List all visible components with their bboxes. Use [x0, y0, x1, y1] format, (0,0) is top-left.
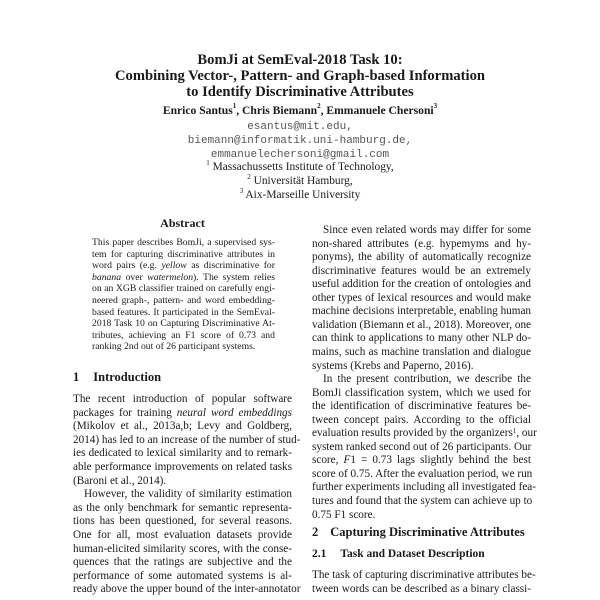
author-affil-mark: 2: [317, 102, 321, 110]
section-number: 1: [73, 370, 80, 384]
text-line: [312, 427, 537, 440]
authors: [0, 104, 600, 117]
affil-name: Universität Hamburg,: [250, 175, 353, 187]
section-title: Task and Dataset Description: [340, 548, 485, 560]
text-line: [312, 360, 531, 373]
text-line: [73, 502, 292, 515]
text-line: [312, 468, 531, 481]
text-line: [312, 414, 531, 427]
affil-mark: 3: [239, 187, 244, 195]
italic-text: banana: [92, 271, 122, 283]
text-run: word pairs (e.g.: [92, 260, 162, 272]
text-run: system ranked second out of 26 participants. Our: [312, 440, 532, 453]
section-number: 2: [312, 525, 319, 539]
subsection-heading-2-1: [312, 548, 485, 560]
text-line: [312, 481, 536, 494]
author-email[interactable]: biemann@informatik.uni-hamburg.de,: [187, 135, 413, 147]
text-line: [92, 341, 275, 352]
author-name: Emmanuele Chersoni: [326, 104, 434, 117]
text-run: ponyms), the ability of automatically recognize: [312, 251, 531, 264]
text-run: human-elicited similarity scores, with the conse-: [73, 542, 292, 555]
text-run: validation (Biemann et al., 2018). Moreover, one: [312, 318, 531, 331]
affil-mark: 1: [206, 159, 210, 167]
text-run: 1 = 0.73 lags slightly behind the best: [350, 454, 531, 467]
section-title: Introduction: [93, 370, 162, 384]
author-separator: ,: [236, 104, 243, 117]
text-line: [92, 283, 275, 294]
text-line: [73, 515, 292, 528]
text-line: [312, 509, 531, 522]
text-run: systems (Krebs and Paperno, 2016).: [312, 359, 474, 372]
author-separator: ,: [320, 104, 327, 117]
author-affil-mark: 1: [232, 102, 237, 110]
text-run: able performance improvements on related tasks: [73, 461, 292, 473]
text-line: [73, 420, 292, 433]
text-line: [92, 260, 275, 271]
paper-title-line-3: to Identify Discriminative Attributes: [186, 84, 414, 100]
text-run: neered graph-, pattern- and word embedding-: [92, 295, 275, 306]
text-run: over: [121, 271, 148, 283]
text-run: score of 0.75. After the evaluation period, we run: [312, 467, 533, 480]
text-line: [73, 570, 292, 583]
text-line: [312, 238, 531, 251]
text-run: The recent introduction of popular software: [73, 393, 292, 405]
text-line: [312, 305, 531, 318]
text-line: [92, 318, 275, 329]
text-line: [312, 454, 531, 467]
text-line: [92, 272, 275, 283]
text-run: (Baroni et al., 2014).: [73, 474, 167, 487]
author-name: Chris Biemann: [242, 104, 318, 117]
text-line: [312, 265, 531, 278]
affil-name: Aix-Marseille University: [243, 189, 361, 201]
text-line: [312, 387, 531, 400]
author-affil-mark: 3: [433, 102, 438, 110]
affiliation: [0, 175, 600, 187]
text-run: ). The system relies: [193, 271, 275, 283]
text-line: [312, 346, 531, 359]
author-email[interactable]: emmanuelechersoni@gmail.com: [210, 149, 390, 161]
text-run: One for all, most evaluation datasets provide: [73, 529, 292, 541]
section-heading-2: [312, 525, 525, 540]
text-run: (Mikolov et al., 2013a,b; Levy and Goldberg,: [73, 420, 292, 433]
affil-mark: 2: [247, 173, 251, 181]
text-line: [73, 529, 292, 542]
text-run: machine decisions interpretable, enabling human: [312, 305, 532, 318]
text-run: tem for capturing discriminative attributes in: [92, 248, 275, 260]
text-run: other types of lexical resources and would make: [312, 291, 531, 304]
text-run: , our: [516, 427, 537, 440]
italic-text: neural word embeddings: [176, 406, 292, 419]
text-line: [84, 488, 292, 501]
text-run: the identification of discriminative features be-: [312, 400, 531, 413]
text-line: [312, 400, 531, 413]
text-run: can think to applications to many other NLP do-: [312, 332, 531, 345]
text-run: BomJi classification system, which we used for: [312, 386, 531, 399]
text-run: non-shared attributes (e.g. hypemyms and hy-: [312, 237, 531, 250]
text-line: [92, 237, 275, 248]
text-line: [312, 251, 531, 264]
affil-name: Massachussetts Institute of Technology,: [209, 161, 394, 173]
section-number: 2.1: [312, 548, 327, 560]
text-line: [312, 292, 531, 305]
abstract-heading: Abstract: [160, 216, 205, 230]
text-run: tween words can be described as a binary classi-: [312, 582, 531, 595]
affiliation: [0, 189, 600, 201]
text-line: [323, 224, 531, 237]
text-line: [73, 583, 301, 596]
affiliation: [0, 161, 600, 173]
section-title: Capturing Discriminative Attributes: [330, 525, 525, 539]
text-run: Since even related words may differ for some: [323, 224, 531, 236]
author-name: Enrico Santus: [162, 104, 233, 117]
paper-title-line-2: Combining Vector-, Pattern- and Graph-based Information: [115, 68, 485, 84]
text-run: as discriminative for: [186, 260, 275, 272]
text-line: [73, 393, 292, 406]
text-run: ranking 2nd out of 26 participant systems.: [92, 341, 256, 353]
text-line: [312, 332, 531, 345]
text-run: discriminative features would be an extremely: [312, 264, 531, 277]
text-run: tween concept pairs. According to the official: [312, 413, 531, 426]
text-line: [92, 307, 275, 318]
text-run: In the present contribution, we describe the: [323, 373, 531, 386]
text-run: score,: [312, 454, 344, 467]
section-heading-introduction: [73, 370, 161, 385]
text-line: [312, 495, 531, 508]
text-line: [73, 475, 292, 488]
text-run: tributes, achieving an F1 score of 0.73 and: [92, 329, 275, 341]
text-line: [92, 295, 275, 306]
text-run: 0.75 F1 score.: [312, 508, 376, 521]
text-line: [73, 433, 301, 447]
text-line: [323, 373, 531, 386]
text-line: [312, 319, 531, 332]
text-run: ies dedicated to lexical similarity and to remark-: [73, 447, 292, 460]
text-run: further experiments including all investigated fea-: [312, 481, 536, 494]
text-line: [73, 461, 292, 474]
text-run: evaluation results provided by the organizers: [312, 427, 513, 440]
text-line: [73, 447, 292, 460]
text-line: [312, 569, 536, 582]
text-run: tures and found that the system can achieve up to: [312, 495, 533, 507]
text-run: based features. It participated in the SemEval-: [92, 306, 275, 318]
text-run: tions has been questioned, for several reasons.: [73, 515, 292, 528]
text-line: [92, 249, 275, 260]
text-line: [312, 441, 531, 454]
text-line: [73, 407, 292, 420]
text-line: [73, 556, 292, 569]
text-line: [92, 330, 275, 341]
text-run: packages for training: [73, 406, 177, 419]
text-run: mains, such as machine translation and dialogue: [312, 345, 531, 358]
italic-text: yellow: [161, 260, 187, 272]
text-line: [312, 278, 531, 291]
text-run: on an XGB classifier trained on carefully engi-: [92, 283, 275, 295]
text-line: [312, 583, 531, 596]
text-run: 2014) has led to an increase of the number of stud-: [73, 433, 301, 446]
text-run: performance of some automated systems is al-: [73, 569, 292, 582]
text-line: [73, 543, 292, 556]
italic-text: watermelon: [147, 271, 194, 283]
author-email[interactable]: esantus@mit.edu,: [247, 121, 353, 133]
footnote-mark: 1: [512, 427, 517, 436]
text-run: useful addition for the creation of ontologies and: [312, 278, 531, 291]
text-run: 2018 Task 10 on Capturing Discriminative At-: [92, 318, 275, 330]
text-run: However, the validity of similarity estimation: [84, 488, 292, 501]
text-run: as the only benchmark for semantic representa-: [73, 501, 292, 514]
text-run: This paper describes BomJi, a supervised sys-: [92, 237, 275, 248]
paper-title-line-1: BomJi at SemEval-2018 Task 10:: [197, 52, 403, 68]
text-run: The task of capturing discriminative attributes be-: [312, 569, 536, 581]
text-run: quences that the ratings are subjective and the: [73, 556, 292, 569]
text-run: ready above the upper bound of the inter-annotator: [73, 583, 301, 596]
italic-text: F: [343, 454, 351, 467]
